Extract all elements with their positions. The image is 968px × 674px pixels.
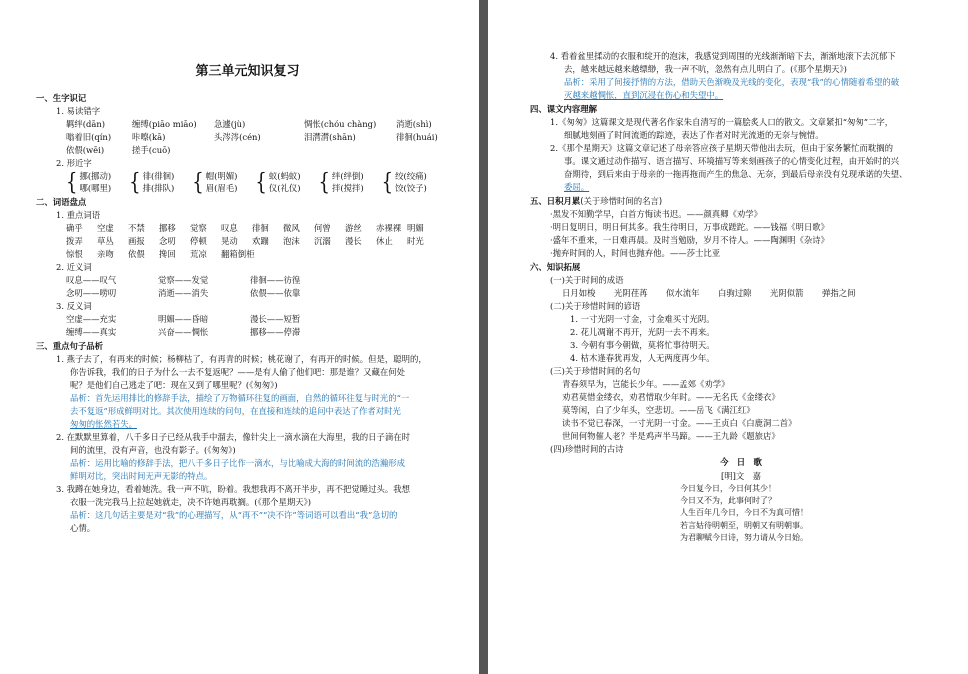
similar-char-group: { 蚁(蚂蚁) 仪(礼仪) [255,168,301,196]
antonym-row-1 [36,313,459,326]
word-item: 时光 [407,235,424,246]
analysis-line: 品析：采用了间接抒情的方法，借助天色渐晚及光线的变化，表现“我”的心情随着希望的破 [564,77,900,88]
antonym-pair: 缠缚——真实 [66,327,117,338]
poem-title: 今 日 歌 [720,457,762,468]
section-heading-text: 五、日积月累 [530,196,581,207]
sentence-line: 去，越来越远越来越缥缈，我一声不吭，忽然有点儿明白了。(《那个星期天》) [564,64,847,75]
sentence-line: 你告诉我，我们的日子为什么一去不复返呢？——是有人偷了他们吧：那是谁？又藏在何处 [70,367,405,378]
section-heading-3: 三、重点句子品析 [36,341,103,352]
quote-item: 劝君莫惜金缕衣，劝君惜取少年时。——无名氏《金缕衣》 [562,392,780,403]
subheading-key-words: 1. 重点词语 [56,209,101,220]
poem-line: 若言姑待明朝至，明朝又有明朝事。 [680,520,808,530]
idiom-item: 似水流年 [666,288,700,299]
synonym-pair: 念叨——唠叨 [66,288,117,299]
word-item: 赤裸裸 [376,222,402,233]
synonym-pair: 消逝——消失 [158,288,209,299]
char-item: 惆怅(chóu chàng) [304,119,377,130]
saying-item: ·黑发不知勤学早，白首方悔读书迟。——颜真卿《劝学》 [550,209,763,220]
similar-char: 眉(眉毛) [205,182,238,193]
comprehension-line: 细腻地刻画了时间流逝的踪迹，表达了作者对时光流逝的无奈与惋惜。 [564,130,824,141]
word-item: 依偎 [128,248,145,259]
word-item: 游丝 [345,222,362,233]
analysis-line: 品析：这几句话主要是对“我”的心理描写，从“再不”“决不许”等词语可以看出“我”急切的 [70,510,398,521]
saying-item: ·盛年不重来，一日难再晨。及时当勉励，岁月不待人。——陶渊明《杂诗》 [550,235,830,246]
word-item: 停顿 [190,235,207,246]
word-item: 空虚 [97,222,114,233]
similar-char: 绊(绊倒) [331,171,364,182]
synonym-pair: 觉察——发觉 [158,275,209,286]
word-item: 微风 [283,222,300,233]
word-item: 翻箱倒柜 [221,248,255,259]
char-item: 消逝(shì) [396,119,432,130]
word-item: 休止 [376,235,393,246]
analysis-line: 心情。 [70,523,96,534]
analysis-line: 灭越来越惆怅，直到沉浸在伤心和失望中。 [564,90,724,101]
word-item: 叹息 [221,222,238,233]
word-item: 惊恨 [66,248,83,259]
similar-char: 哪(哪里) [79,182,112,193]
quote-item: 莫等闲，白了少年头，空悲切。——岳飞《满江红》 [562,405,755,416]
left-page [0,0,479,674]
similar-char-groups [36,168,459,196]
sentence-line: 呢？是他们自己逃走了吧：现在又到了哪里呢？(《匆匆》) [70,380,278,391]
quote-item: 读书不觉已春深，一寸光阴一寸金。——王贞白《白鹿洞二首》 [562,418,797,429]
similar-char: 仪(礼仪) [268,182,301,193]
char-item: 嗡着旧(qín) [66,132,112,143]
word-item: 泡沫 [283,235,300,246]
word-item: 挪移 [159,222,176,233]
comprehension-line: 2.《那个星期天》这篇文章记述了母亲答应孩子星期天带他出去玩，但由于家务繁忙而耽搁的 [550,143,893,154]
char-item: 泪潸潸(shān) [304,132,356,143]
word-item: 搀回 [159,248,176,259]
similar-char-group: { 绞(绞痛) 饺(饺子) [381,168,427,196]
word-item: 欢蹦 [252,235,269,246]
word-row-2 [36,235,459,248]
antonym-pair: 挪移——停滞 [250,327,301,338]
char-item: 搓手(cuō) [132,145,171,156]
sentence-1 [36,353,459,431]
similar-char-group: { 徘(徘徊) 排(排队) [129,168,175,196]
quote-item: 世间何物催人老？半是鸡声半马蹄。——王九龄《题旅店》 [562,431,780,442]
word-item: 草丛 [97,235,114,246]
poem-line: 人生百年几今日，今日不为真可惜！ [680,508,808,518]
saying-item: ·明日复明日，明日何其多。我生待明日，万事成蹉跎。——钱福《明日歌》 [550,222,830,233]
sentence-4 [530,50,952,102]
synonym-pair: 叹息——叹气 [66,275,117,286]
char-item: 羁绊(dān) [66,119,106,130]
poem-line: 今日又不为，此事何时了？ [680,495,776,505]
subheading-antonyms: 3. 反义词 [56,301,92,312]
comprehension-line: 事。课文通过动作描写、语言描写、环境描写等来刻画孩子的心情变化过程，由开始时的兴 [564,156,899,167]
comprehension-2 [530,142,952,194]
sentence-line: 4. 看着盆里揉动的衣服和绽开的泡沫，我感觉到周围的光线渐渐暗下去，渐渐地滚下去沉郁下 [550,51,896,61]
word-item: 画报 [128,235,145,246]
word-item: 漫长 [345,235,362,246]
char-item: 咔嚓(kā) [132,132,166,143]
idiom-item: 光阴荏苒 [614,288,648,299]
analysis-line: 品析：运用比喻的修辞手法，把八千多日子比作一滴水，与比喻成大海的时间流的浩瀚形成 [70,458,405,469]
sentence-line: 2. 在默默里算着，八千多日子已经从我手中溜去，像针尖上一滴水滴在大海里，我的日子滴在时 [56,432,411,443]
char-item: 急遽(jù) [214,119,246,130]
analysis-line: 匆匆的怅然若失。 [70,419,137,430]
idiom-item: 白驹过隙 [718,288,752,299]
poem-body [530,483,952,545]
similar-char: 绞(绞痛) [395,171,427,182]
section-heading-1: 一、生字识记 [36,93,87,104]
analysis-line: 去不复返”形成鲜明对比。其次使用连续的问句，在直接和连续的追问中表达了作者对时光 [70,406,401,417]
poem-author: [明]文 嘉 [720,470,762,481]
word-item: 明媚 [407,222,424,233]
subheading-similar-chars: 2. 形近字 [56,158,92,169]
idiom-item: 日月如梭 [562,288,596,299]
word-item: 拨弄 [66,235,83,246]
sentence-line: 衣服一洗完我马上拉起她就走，决不许她再耽搁。(《那个星期天》) [70,497,312,508]
proverb-item: 1. 一寸光阴一寸金，寸金难买寸光阴。 [570,314,715,325]
char-item: 缠缚(piāo miāo) [132,119,197,130]
word-item: 念叨 [159,235,176,246]
analysis-line: 鲜明对比，突出时间无声无影的特点。 [70,471,213,482]
saying-list [530,208,952,260]
comprehension-line: 1.《匆匆》这篇课文是现代著名作家朱自清写的一篇脍炙人口的散文。文章紧扣“匆匆”二字， [550,117,894,128]
page-title: 第三单元知识复习 [195,64,300,79]
word-item: 确乎 [66,222,83,233]
page-gutter [479,0,488,674]
similar-char-group: { 绊(绊倒) 拌(搅拌) [318,168,364,196]
antonym-pair: 兴奋——惆怅 [158,327,209,338]
word-item: 不禁 [128,222,145,233]
proverb-list [530,313,952,365]
sentence-3 [36,483,459,535]
sentence-line: 间的流里，没有声音，也没有影子。(《匆匆》) [70,445,236,456]
sentence-line: 1. 燕子去了，有再来的时候；杨柳枯了，有再青的时候；桃花谢了，有再开的时候。但是，聪明的， [56,354,427,365]
saying-item: ·抛弃时间的人，时间也抛弃他。——莎士比亚 [550,248,721,259]
word-item: 晃动 [221,235,238,246]
idiom-item: 光阴似箭 [770,288,804,299]
word-item: 徘徊 [252,222,269,233]
antonym-pair: 空虚——充实 [66,314,117,325]
sentence-2 [36,431,459,483]
similar-char-group: { 挪(挪动) 哪(哪里) [66,168,112,196]
sentence-line: 3. 我蹲在她身边，看着她洗。我一声不吭，盼着。我想我再不离开半步，再不把觉睡过头。我想 [56,484,411,495]
char-row-1 [36,118,459,131]
section-heading-4: 四、课文内容理解 [530,104,597,115]
comprehension-line: 委屈。 [564,182,590,193]
similar-char: 蚁(蚂蚁) [268,171,301,182]
quote-list [530,378,952,443]
idiom-item: 弹指之间 [822,288,856,299]
word-item: 亲吻 [97,248,114,259]
section-heading-2: 二、词语盘点 [36,196,87,207]
similar-char: 排(排队) [142,182,175,193]
section-heading-6: 六、知识拓展 [530,262,581,273]
subheading-easy-misread: 1. 易读错字 [56,106,101,117]
word-item: 何曾 [314,222,331,233]
quote-category: (三)关于珍惜时间的名句 [550,366,641,377]
antonym-pair: 明媚——昏暗 [158,314,209,325]
comprehension-1 [530,116,952,142]
idiom-row [530,287,952,300]
similar-char: 挪(挪动) [79,171,112,182]
similar-char: 饺(饺子) [395,182,427,193]
poem-category: (四)珍惜时间的古诗 [550,444,624,455]
synonym-row-1 [36,274,459,287]
word-item: 荒凉 [190,248,207,259]
synonym-pair: 依偎——依靠 [250,288,301,299]
section-heading-5 [530,195,952,208]
word-item: 沉溺 [314,235,331,246]
poem-line: 为君聊赋今日诗，努力请从今日始。 [680,533,808,543]
word-row-3 [36,248,459,261]
antonym-row-2 [36,326,459,339]
char-row-3 [36,144,459,157]
word-item: 觉察 [190,222,207,233]
subheading-synonyms: 2. 近义词 [56,262,92,272]
char-row-2 [36,131,459,144]
similar-char: 拌(搅拌) [331,182,364,193]
proverb-item: 4. 枯木逢春犹再发，人无两度再少年。 [570,353,715,364]
poem-line: 今日复今日，今日何其少！ [680,483,776,493]
proverb-item: 2. 花儿凋谢不再开，光阴一去不再来。 [570,327,715,338]
synonym-pair: 徘徊——彷徨 [250,275,301,286]
right-page [488,0,968,674]
section-heading-note: (关于珍惜时间的名言) [580,196,663,207]
proverb-category: (二)关于珍惜时间的谚语 [550,301,641,312]
quote-item: 青春须早为，岂能长少年。——孟郊《劝学》 [562,379,730,390]
char-item: 头涔涔(cén) [214,132,261,143]
antonym-pair: 漫长——短暂 [250,314,301,325]
char-item: 依偎(wēi) [66,145,105,156]
analysis-line: 品析：首先运用排比的修辞手法，描绘了万物循环往复的画面，自然的循环往复与时光的“一 [70,393,410,404]
comprehension-line: 奋期待，到后来由于母亲的一拖再拖而产生的焦急、无奈，到最后母亲没有兑现承诺的失望、 [564,169,908,180]
synonym-row-2 [36,287,459,300]
word-row-1 [36,222,459,235]
proverb-item: 3. 今朝有事今朝做，莫将忙事待明天。 [570,340,715,351]
char-item: 徘徊(huái) [396,132,438,143]
similar-char: 徘(徘徊) [142,171,175,182]
similar-char-group: { 帽(明媚) 眉(眉毛) [192,168,238,196]
idiom-category: (一)关于时间的成语 [550,275,624,286]
similar-char: 帽(明媚) [205,171,238,182]
